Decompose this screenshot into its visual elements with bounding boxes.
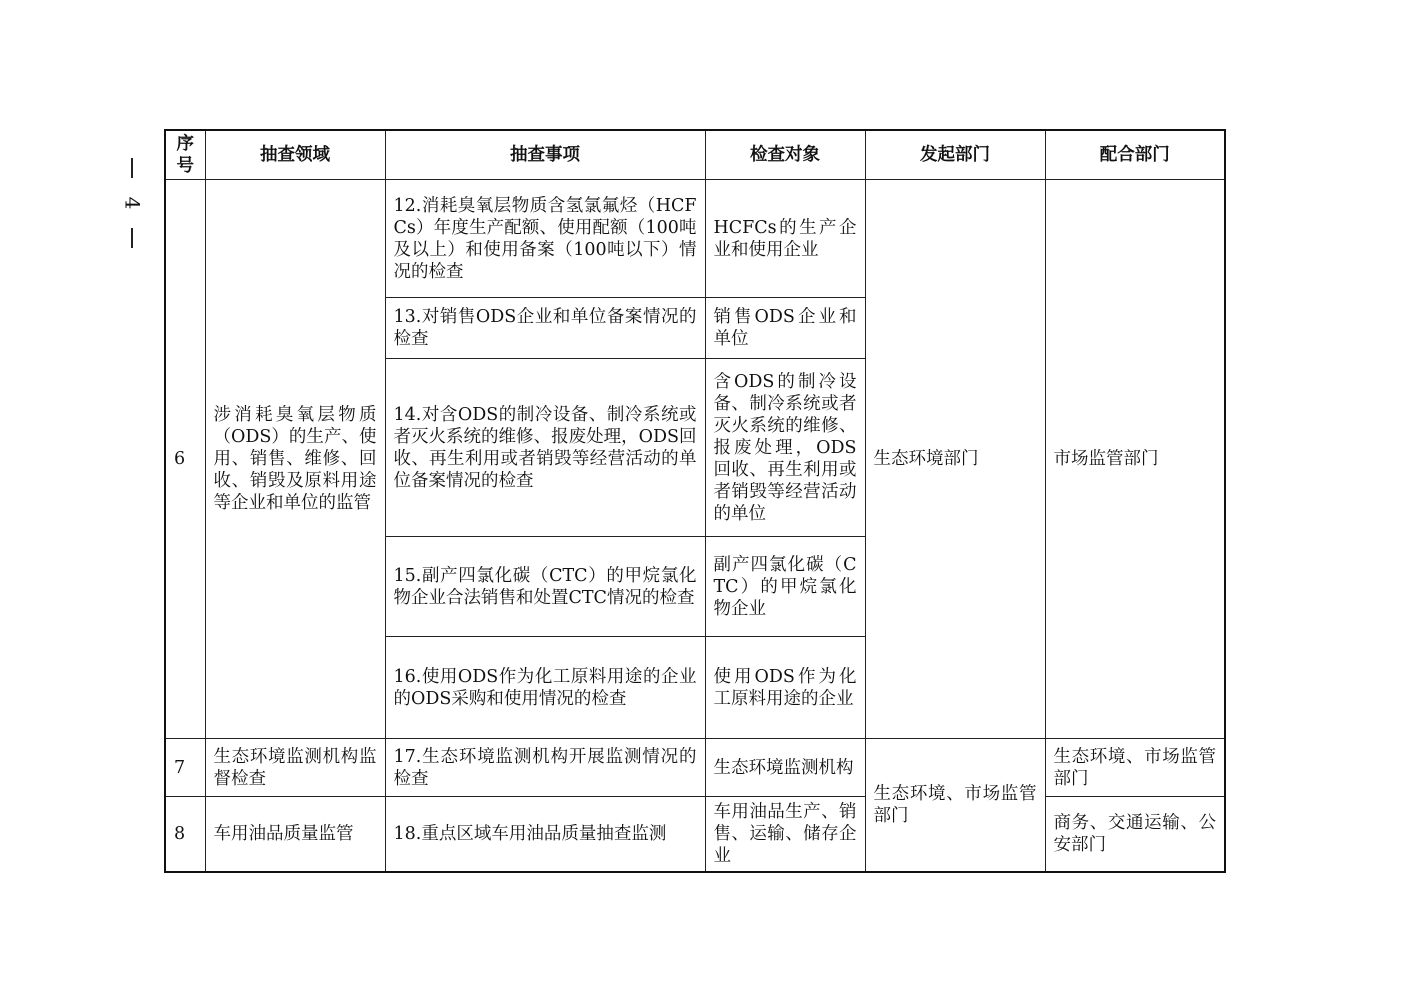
matter-cell: 13.对销售ODS企业和单位备案情况的检查 xyxy=(385,298,705,359)
matter-cell: 17.生态环境监测机构开展监测情况的检查 xyxy=(385,739,705,797)
table-row xyxy=(165,739,1225,797)
matter-cell: 15.副产四氯化碳（CTC）的甲烷氯化物企业合法销售和处置CTC情况的检查 xyxy=(385,537,705,637)
header-area: 抽查领域 xyxy=(205,130,385,180)
table-header-row xyxy=(165,130,1225,180)
matter-cell: 12.消耗臭氧层物质含氢氯氟烃（HCFCs）年度生产配额、使用配额（100吨及以上）和使用备案（100吨以下）情况的检查 xyxy=(385,180,705,298)
area-cell: 车用油品质量监管 xyxy=(205,797,385,873)
table-row xyxy=(165,180,1225,298)
cooperator-cell: 生态环境、市场监管部门 xyxy=(1045,739,1225,797)
cooperator-cell: 市场监管部门 xyxy=(1045,180,1225,739)
inspection-table xyxy=(164,129,1226,873)
table-row xyxy=(165,797,1225,873)
target-cell: HCFCs的生产企业和使用企业 xyxy=(705,180,865,298)
initiator-cell: 生态环境、市场监管部门 xyxy=(865,739,1045,873)
target-cell: 副产四氯化碳（CTC）的甲烷氯化物企业 xyxy=(705,537,865,637)
target-cell: 使用ODS作为化工原料用途的企业 xyxy=(705,637,865,739)
matter-cell: 14.对含ODS的制冷设备、制冷系统或者灭火系统的维修、报废处理，ODS回收、再生利用或者销毁等经营活动的单位备案情况的检查 xyxy=(385,359,705,537)
area-cell: 生态环境监测机构监督检查 xyxy=(205,739,385,797)
page-number-dash-top xyxy=(131,158,133,178)
header-target: 检查对象 xyxy=(705,130,865,180)
header-seq: 序号 xyxy=(165,130,205,180)
page-number xyxy=(118,158,146,248)
target-cell: 生态环境监测机构 xyxy=(705,739,865,797)
target-cell: 销售ODS企业和单位 xyxy=(705,298,865,359)
target-cell: 含ODS的制冷设备、制冷系统或者灭火系统的维修、报废处理，ODS回收、再生利用或者销毁等经营活动的单位 xyxy=(705,359,865,537)
matter-cell: 16.使用ODS作为化工原料用途的企业的ODS采购和使用情况的检查 xyxy=(385,637,705,739)
area-cell: 涉消耗臭氧层物质（ODS）的生产、使用、销售、维修、回收、销毁及原料用途等企业和单位的监管 xyxy=(205,180,385,739)
page-number-dash-bottom xyxy=(131,228,133,248)
target-cell: 车用油品生产、销售、运输、储存企业 xyxy=(705,797,865,873)
seq-cell: 8 xyxy=(165,797,205,873)
seq-cell: 6 xyxy=(165,180,205,739)
cooperator-cell: 商务、交通运输、公安部门 xyxy=(1045,797,1225,873)
seq-cell: 7 xyxy=(165,739,205,797)
page-number-value: 4 xyxy=(119,196,144,210)
matter-cell: 18.重点区域车用油品质量抽查监测 xyxy=(385,797,705,873)
header-matter: 抽查事项 xyxy=(385,130,705,180)
header-cooperator: 配合部门 xyxy=(1045,130,1225,180)
header-initiator: 发起部门 xyxy=(865,130,1045,180)
initiator-cell: 生态环境部门 xyxy=(865,180,1045,739)
